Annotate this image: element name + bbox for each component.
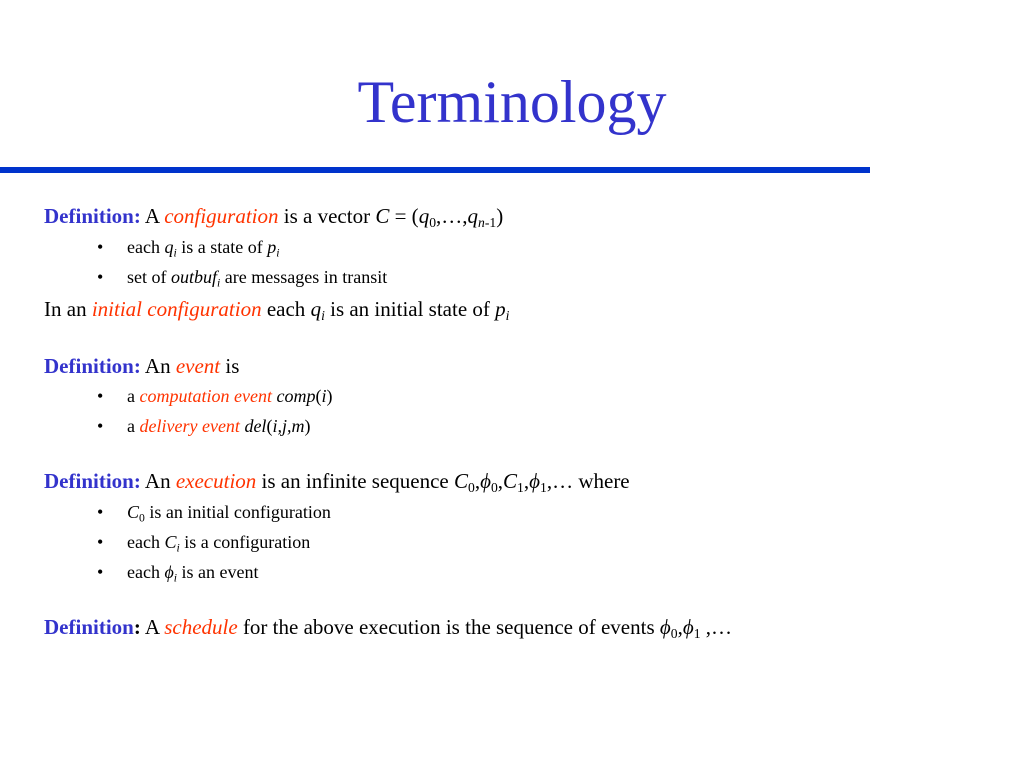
subscript-var: i [173, 246, 177, 260]
list-item [97, 501, 331, 523]
text: ) [496, 204, 504, 228]
function-name: comp [276, 386, 316, 406]
bullet-icon: • [97, 416, 104, 436]
term-configuration: configuration [164, 204, 279, 228]
subscript-var: i [217, 276, 221, 290]
var-q: q [418, 204, 430, 228]
text: a [127, 416, 140, 436]
text: ,… [700, 615, 733, 639]
function-name: del [244, 416, 267, 436]
bullet-icon: • [97, 267, 104, 287]
text: for the above execution is the sequence of events [237, 615, 660, 639]
text: An [140, 469, 176, 493]
function-arg: i,j,m [272, 416, 305, 436]
var: C [127, 502, 140, 522]
text: is [220, 354, 240, 378]
phi-symbol: ϕ [480, 469, 491, 493]
text: each [127, 237, 165, 257]
var: C [164, 532, 177, 552]
subscript-var: i [173, 571, 178, 585]
text: ,…, [436, 204, 468, 228]
text: ,… where [546, 469, 630, 493]
text: ) [326, 386, 333, 406]
list-item [97, 531, 310, 553]
colon: : [133, 615, 141, 639]
subscript-var: i [276, 246, 280, 260]
text: A [140, 204, 165, 228]
list-item [97, 415, 310, 437]
text: is an initial state of [324, 297, 496, 321]
text: is a vector [278, 204, 376, 228]
phi-symbol: ϕ [682, 615, 694, 639]
text: a [127, 386, 140, 406]
var: p [495, 297, 506, 321]
subscript: 0 [670, 626, 678, 642]
definition-configuration [44, 203, 503, 229]
subscript [478, 215, 496, 230]
text: is a configuration [179, 532, 311, 552]
bullet-icon: • [97, 532, 104, 552]
subscript-n: n [478, 215, 485, 231]
list-item [97, 561, 259, 583]
subscript-var: i [505, 308, 510, 324]
var: q [310, 297, 322, 321]
phi-symbol: ϕ [164, 562, 174, 582]
text: In an [44, 297, 92, 321]
var: q [164, 237, 174, 257]
term-execution: execution [175, 469, 257, 493]
subscript: 0 [468, 480, 475, 496]
list-item [97, 385, 332, 407]
term-event: event [175, 354, 221, 378]
text: ( [315, 386, 322, 406]
subscript: 0 [139, 511, 145, 525]
subscript: 1 [517, 480, 524, 496]
text: is an event [177, 562, 259, 582]
text: are messages in transit [220, 267, 388, 287]
initial-configuration-line [44, 296, 509, 322]
bullet-icon: • [97, 562, 104, 582]
text: = ( [389, 204, 419, 228]
text: is a state of [176, 237, 268, 257]
phi-symbol: ϕ [659, 615, 671, 639]
text: ) [304, 416, 311, 436]
definition-label: Definition: [44, 469, 141, 493]
definition-execution [44, 468, 630, 494]
text: set of [127, 267, 171, 287]
subscript: 1 [540, 480, 547, 496]
bullet-icon: • [97, 502, 104, 522]
subscript [506, 308, 510, 323]
slide-title: Terminology [357, 69, 667, 135]
bullet-icon: • [97, 237, 104, 257]
text: each [127, 562, 165, 582]
term-computation-event: computation event [139, 386, 272, 406]
bullet-icon: • [97, 386, 104, 406]
subscript: 0 [429, 215, 437, 231]
definition-schedule [44, 614, 732, 640]
text: each [261, 297, 311, 321]
var: p [267, 237, 277, 257]
text: An [140, 354, 176, 378]
term-delivery-event: delivery event [139, 416, 240, 436]
subscript-minus-one: -1 [484, 215, 497, 231]
var-c: C [375, 204, 390, 228]
var: C [453, 469, 468, 493]
title-underline [0, 167, 870, 173]
function-arg: i [321, 386, 327, 406]
text: A [140, 615, 165, 639]
term-initial-configuration: initial configuration [91, 297, 262, 321]
subscript: 0 [490, 480, 498, 496]
text: ( [266, 416, 273, 436]
text: , [677, 615, 683, 639]
definition-label: Definition [44, 615, 134, 639]
list-item [97, 266, 387, 288]
definition-label: Definition: [44, 354, 141, 378]
term-schedule: schedule [164, 615, 238, 639]
text: is an infinite sequence [256, 469, 454, 493]
definition-label: Definition: [44, 204, 141, 228]
subscript [276, 247, 279, 260]
definition-event [44, 353, 239, 379]
subscript: 1 [693, 626, 701, 642]
text: , [474, 469, 481, 493]
text: each [127, 532, 165, 552]
var: outbuf [171, 267, 218, 287]
text: , [523, 469, 530, 493]
text: , [497, 469, 504, 493]
text: is an initial configuration [144, 502, 331, 522]
subscript-var: i [176, 541, 180, 555]
phi-symbol: ϕ [529, 469, 540, 493]
subscript-var: i [321, 308, 325, 324]
var: C [503, 469, 518, 493]
var-q: q [467, 204, 479, 228]
list-item [97, 236, 279, 258]
